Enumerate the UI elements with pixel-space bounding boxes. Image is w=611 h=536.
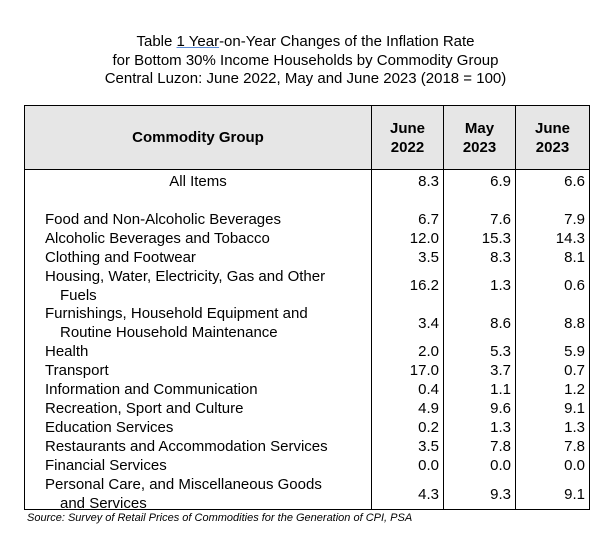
table-source-note: Source: Survey of Retail Prices of Commodities for the Generation of CPI, PSA [27, 512, 413, 524]
table-title-line3: Central Luzon: June 2022, May and June 2023 (2018 = 100) [104, 70, 507, 87]
table-title-line2: for Bottom 30% Income Households by Commodity Group [112, 52, 499, 69]
header-may-2023: May 2023 [462, 119, 497, 156]
header-june-2022: June 2022 [389, 119, 425, 156]
table-title-line1: Table 1 Year-on-Year Changes of the Inflation Rate [136, 33, 475, 50]
table-number-link: 1 Year [176, 33, 220, 50]
header-commodity-group: Commodity Group [132, 129, 264, 146]
inflation-table: Commodity Group June 2022 May 2023 June 2023 All Items 8.3 6.9 6.6 Food and Non-Alcoholic Beverages 6.7 7.6 7.9 Alcoholic Beverages and Tobacco 12.0 15.3 14.3 Clothing and Footwear 3.5 8.3 8.1 Housing, Water, Electricity, Gas and Other Fuels 16.2 1.3 0.6 Furnishings, Household Equipment and Routine Household Maintenance 3.4 8.6 8.8 Health 2.0 5.3 5.9 Transport 17.0 3.7 0.7 Information and Communication 0.4 1.1 1.2 Recreation, Sport and Culture 4.9 9.6 9.1 Education Services 0.2 1.3 1.3 Restaurants and Accommodation Services 3.5 7.8 7.8 Financial Services 0.0 0.0 0.0 Personal Care, and Miscellaneous Goods and Services 4.3 9.3 9.1 [24, 105, 590, 510]
header-june-2023: June 2023 [534, 119, 570, 156]
